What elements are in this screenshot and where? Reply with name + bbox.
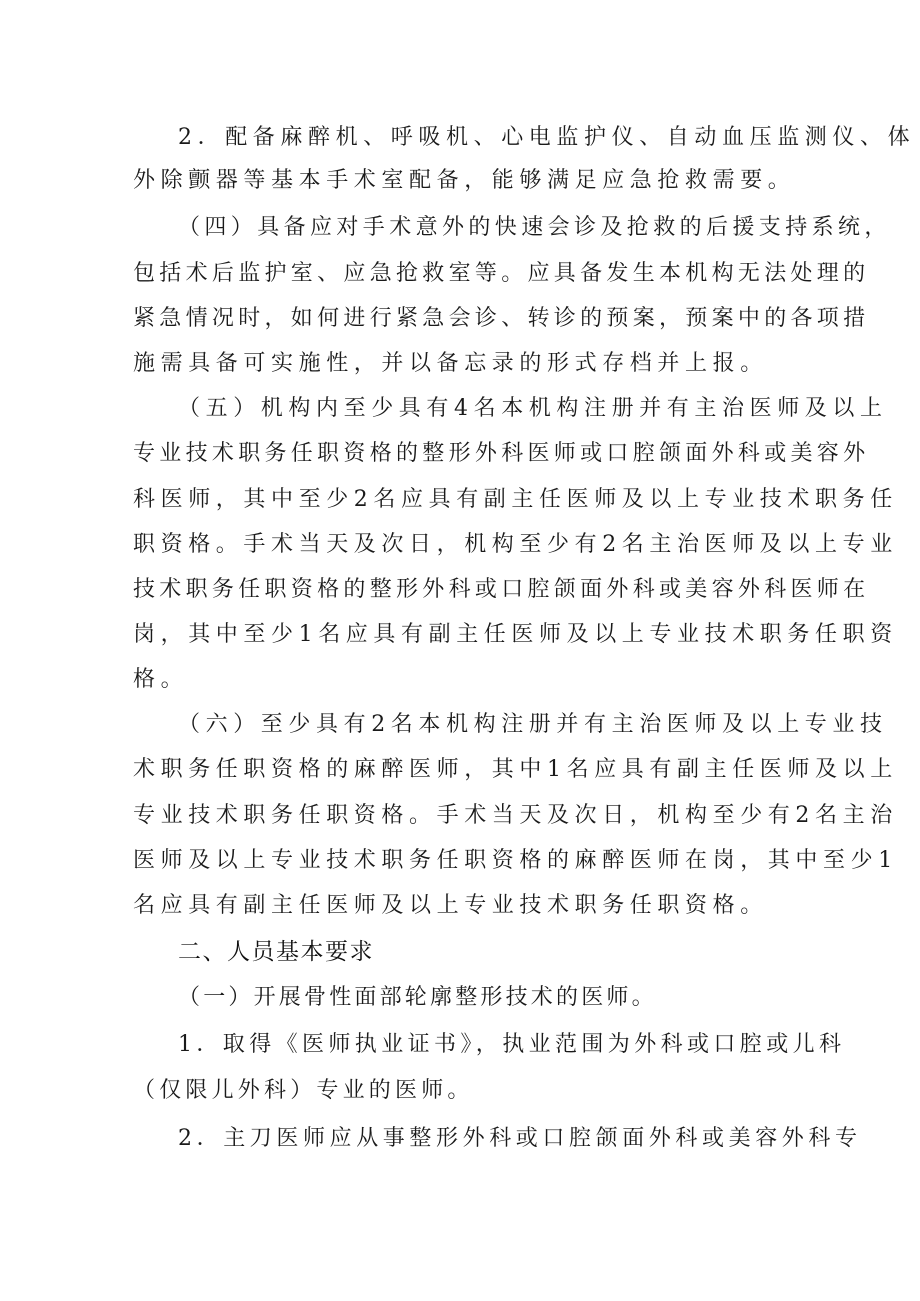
text-line: （一）开展骨性面部轮廓整形技术的医师。 xyxy=(178,985,657,1010)
text-line: 包括术后监护室、应急抢救室等。应具备发生本机构无法处理的 xyxy=(133,261,870,286)
text-line: （仅限儿外科）专业的医师。 xyxy=(133,1078,474,1103)
text-line: 外除颤器等基本手术室配备，能够满足应急抢救需要。 xyxy=(133,168,796,193)
text-line: 岗，其中至少1名应具有副主任医师及以上专业技术职务任职资 xyxy=(133,622,898,647)
text-line: 2．配备麻醉机、呼吸机、心电监护仪、自动血压监测仪、体 xyxy=(178,125,916,150)
text-line: 专业技术职务任职资格。手术当天及次日，机构至少有2名主治 xyxy=(133,803,898,828)
text-line: 施需具备可实施性，并以备忘录的形式存档并上报。 xyxy=(133,351,768,376)
text-line: 2．主刀医师应从事整形外科或口腔颌面外科或美容外科专 xyxy=(178,1126,862,1151)
text-line: （五）机构内至少具有4名本机构注册并有主治医师及以上 xyxy=(178,396,888,421)
text-line: 1．取得《医师执业证书》，执业范围为外科或口腔或儿科 xyxy=(178,1032,846,1057)
text-line: 技术职务任职资格的整形外科或口腔颌面外科或美容外科医师在 xyxy=(133,577,870,602)
text-line: 医师及以上专业技术职务任职资格的麻醉医师在岗，其中至少1 xyxy=(133,848,898,873)
text-line: 紧急情况时，如何进行紧急会诊、转诊的预案，预案中的各项措 xyxy=(133,306,870,331)
text-line: （六）至少具有2名本机构注册并有主治医师及以上专业技 xyxy=(178,712,888,737)
text-line: 专业技术职务任职资格的整形外科医师或口腔颌面外科或美容外 xyxy=(133,441,870,466)
text-line: （四）具备应对手术意外的快速会诊及抢救的后援支持系统， xyxy=(178,215,891,240)
text-line: 名应具有副主任医师及以上专业技术职务任职资格。 xyxy=(133,893,768,918)
section-heading: 二、人员基本要求 xyxy=(178,939,374,965)
text-line: 职资格。手术当天及次日，机构至少有2名主治医师及以上专业 xyxy=(133,532,898,557)
text-line: 科医师，其中至少2名应具有副主任医师及以上专业技术职务任 xyxy=(133,487,898,512)
text-line: 术职务任职资格的麻醉医师，其中1名应具有副主任医师及以上 xyxy=(133,757,898,782)
text-line: 格。 xyxy=(133,667,189,692)
